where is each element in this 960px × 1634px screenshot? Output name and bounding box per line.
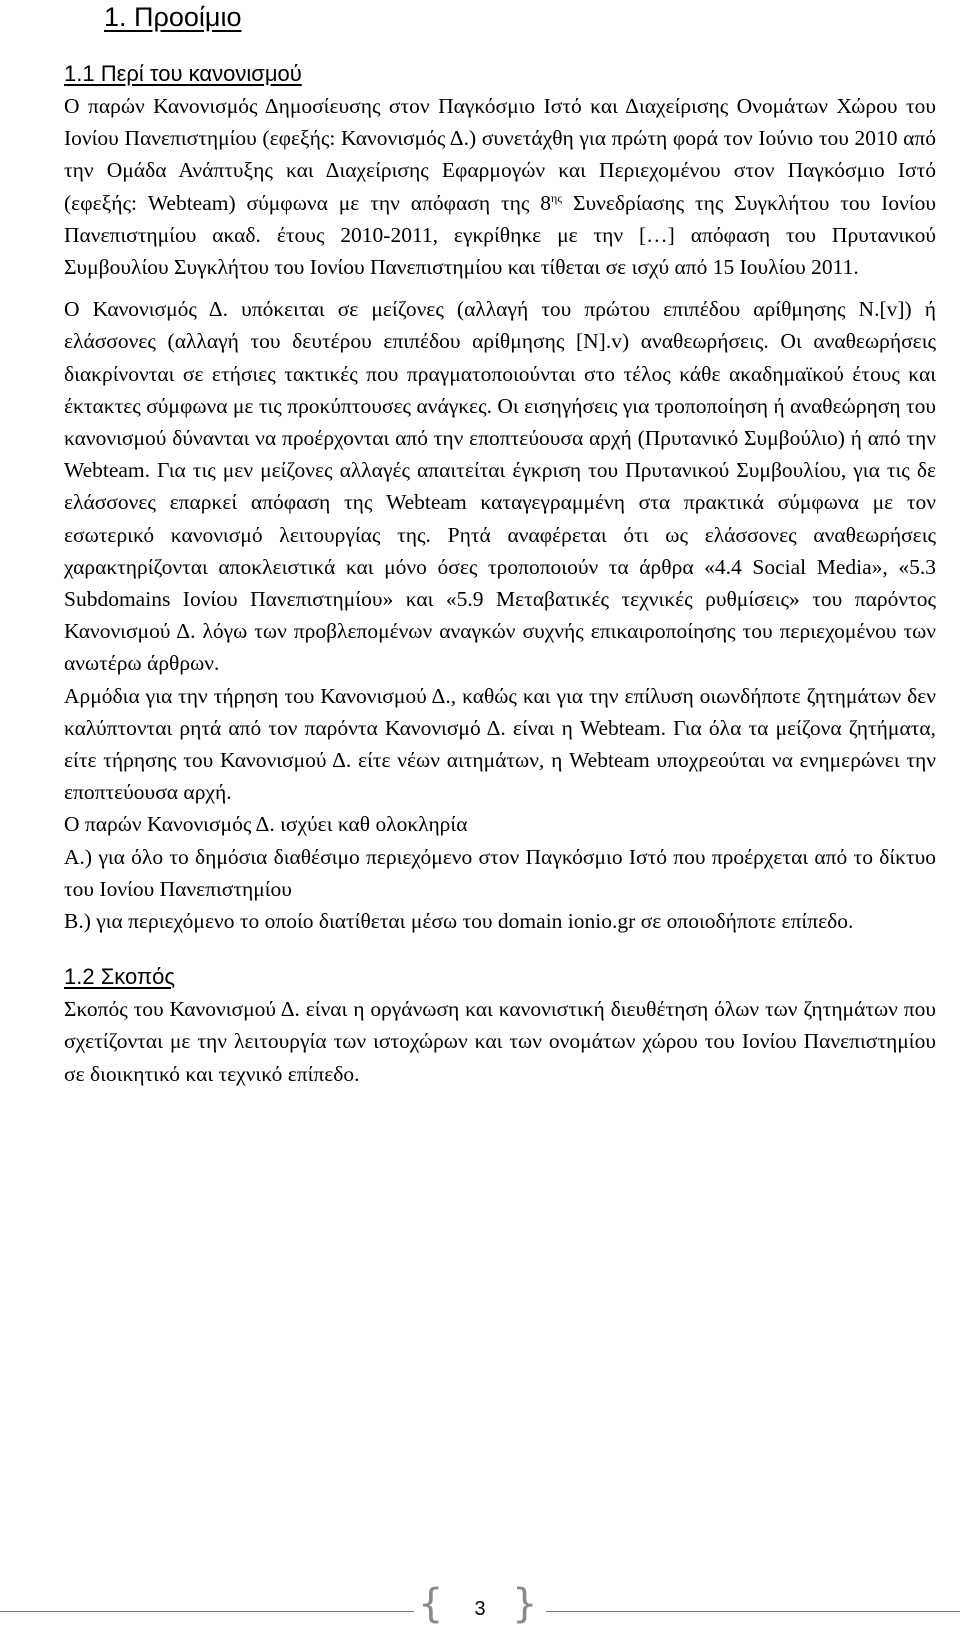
document-body [64, 58, 936, 1090]
right-brace-icon: } [512, 1581, 538, 1627]
ordinal-superscript: ης [551, 190, 563, 205]
section-title-1-1: 1.1 Περί του κανονισμού [64, 61, 302, 86]
spacer [64, 937, 936, 961]
left-brace-icon: { [418, 1581, 444, 1627]
paragraph-about-1-text-a: Ο παρών Κανονισμός Δημοσίευσης στον Παγκόσμιο Ιστό και Διαχείρισης Ονομάτων Χώρου του Ιονίου Πανεπιστημίου (εφεξής: Κανονισμός Δ.) συνετάχθη για πρώτη φορά τον Ιούνιο του 2010 από την Ομάδα Ανάπτυξης και Διαχείρισης Εφαρμογών και Περιεχομένου στον Παγκόσμιο Ιστό (εφεξής: Webteam) σύμφωνα με την απόφαση της 8 [64, 94, 936, 215]
paragraph-revisions: Ο Κανονισμός Δ. υπόκειται σε μείζονες (αλλαγή του πρώτου επιπέδου αρίθμησης Ν.[v]) ή ελάσσονες (αλλαγή του δευτέρου επιπέδου αρίθμησης [Ν].v) αναθεωρήσεις. Οι αναθεωρήσεις διακρίνονται σε ετήσιες τακτικές που πραγματοποιούνται στο τέλος κάθε ακαδημαϊκού έτους και έκτακτες σύμφωνα με τις προκύπτουσες ανάγκες. Οι εισηγήσεις για τροποποίηση ή αναθεώρηση του κανονισμού δύνανται να προέρχονται από την εποπτεύουσα αρχή (Πρυτανικό Συμβούλιο) ή από την Webteam. Για τις μεν μείζονες αλλαγές απαιτείται έγκριση του Πρυτανικού Συμβουλίου, για τις δε ελάσσονες επαρκεί απόφαση της Webteam καταγεγραμμένη στα πρακτικά σύμφωνα με τον εσωτερικό κανονισμό λειτουργίας της. Ρητά αναφέρεται ότι ως ελάσσονες αναθεωρήσεις χαρακτηρίζονται αποκλειστικά και μόνο όσες τροποποιούν τα άρθρα «4.4 Social Media», «5.3 Subdomains Ιονίου Πανεπιστημίου» και «5.9 Μεταβατικές τεχνικές ρυθμίσεις» του παρόντος Κανονισμού Δ. λόγω των προβλεπομένων αναγκών συχνής επικαιροποίησης του περιεχομένου των ανωτέρω άρθρων. [64, 297, 936, 676]
page-number: 3 [474, 1598, 486, 1620]
paragraph-scope-a: Α.) για όλο το δημόσια διαθέσιμο περιεχόμενο στον Παγκόσμιο Ιστό που προέρχεται από το δίκτυο του Ιονίου Πανεπιστημίου [64, 844, 936, 901]
paragraph-about-1-text-b: Συνεδρίασης της Συγκλήτου του Ιονίου Πανεπιστημίου ακαδ. έτους 2010-2011, εγκρίθηκε με την […] απόφαση του Πρυτανικού Συμβουλίου Συγκλήτου του Ιονίου Πανεπιστημίου και τίθεται σε ισχύ από 15 Ιουλίου 2011. [64, 190, 936, 280]
paragraph-scope-b: Β.) για περιεχόμενο το οποίο διατίθεται μέσω του domain ionio.gr σε οποιοδήποτε επίπεδο. [64, 909, 854, 934]
page-heading: 1. Προοίμιο [104, 2, 242, 32]
footer-rule-left [0, 1611, 414, 1612]
page-footer [0, 1581, 960, 1628]
paragraph-scope-intro: Ο παρών Κανονισμός Δ. ισχύει καθ ολοκληρία [64, 812, 468, 837]
section-title-1-2: 1.2 Σκοπός [64, 964, 175, 990]
paragraph-about-1 [64, 90, 936, 283]
spacer [64, 283, 936, 293]
paragraph-purpose: Σκοπός του Κανονισμού Δ. είναι η οργάνωση και κανονιστική διευθέτηση όλων των ζητημάτων που σχετίζονται με την λειτουργία των ιστοχώρων και των ονομάτων χώρου του Ιονίου Πανεπιστημίου σε διοικητικό και τεχνικό επίπεδο. [64, 997, 936, 1086]
footer-rule-right [546, 1611, 960, 1612]
paragraph-competence: Αρμόδια για την τήρηση του Κανονισμού Δ., καθώς και για την επίλυση οιωνδήποτε ζητημάτων δεν καλύπτονται ρητά από τον παρόντα Κανονισμό Δ. είναι η Webteam. Για όλα τα μείζονα ζητήματα, είτε τήρησης του Κανονισμού Δ. είτε νέων αιτημάτων, η Webteam υποχρεούται να ενημερώνει την εποπτεύουσα αρχή. [64, 683, 936, 805]
